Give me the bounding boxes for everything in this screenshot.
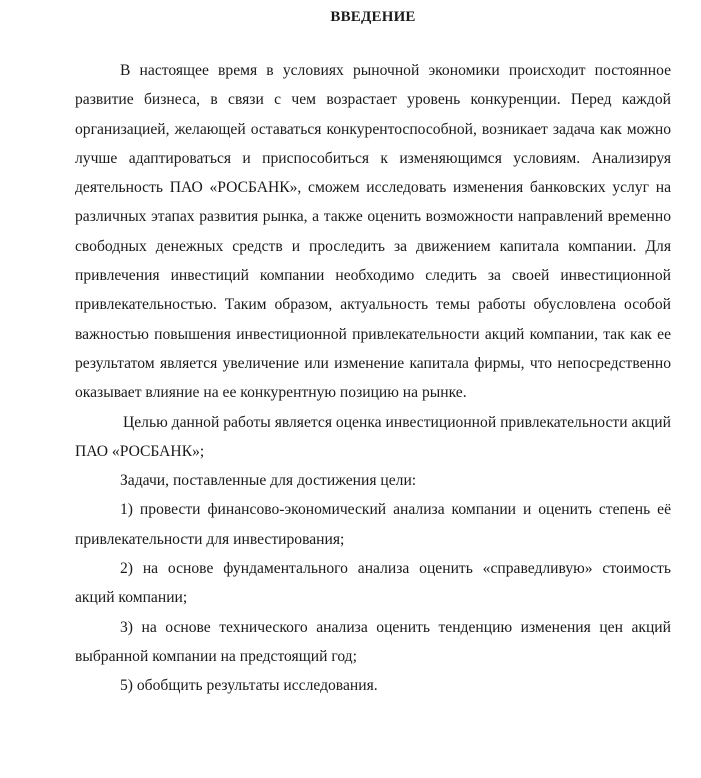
task-item-2: 2) на основе фундаментального анализа оценить «справедливую» стоимость акций компании; [75, 560, 671, 607]
document-title: ВВЕДЕНИЕ [330, 9, 416, 25]
intro-paragraph: В настоящее время в условиях рыночной экономики происходит постоянное развитие бизнеса, в связи с чем возрастает уровень конкуренции. Перед каждой организацией, желающей оставаться конкурентоспособной, возникает задача как можно лучше адаптироваться и приспособиться к изменяющимся условиям. Анализируя деятельность ПАО «РОСБАНК», сможем исследовать изменения банковских услуг на различных этапах развития рынка, а также оценить возможности направлений временно свободных денежных средств и проследить за движением капитала компании. Для привлечения инвестиций компании необходимо следить за своей инвестиционной привлекательностью. Таким образом, актуальность темы работы обусловлена особой важностью повышения инвестиционной привлекательности акций компании, так как ее результатом является увеличение или изменение капитала фирмы, что непосредственно оказывает влияние на ее конкурентную позицию на рынке. [75, 62, 671, 402]
goal-paragraph: Целью данной работы является оценка инвестиционной привлекательности акций ПАО «РОСБАНК»; [75, 413, 671, 460]
document-page [75, 0, 671, 701]
tasks-intro-paragraph: Задачи, поставленные для достижения цели: [120, 472, 417, 490]
task-item-1: 1) провести финансово-экономический анализа компании и оценить степень её привлекательности для инвестирования; [75, 501, 671, 548]
task-item-5: 5) обобщить результаты исследования. [120, 677, 378, 695]
task-item-3: 3) на основе технического анализа оценить тенденцию изменения цен акций выбранной компании на предстоящий год; [75, 618, 671, 665]
